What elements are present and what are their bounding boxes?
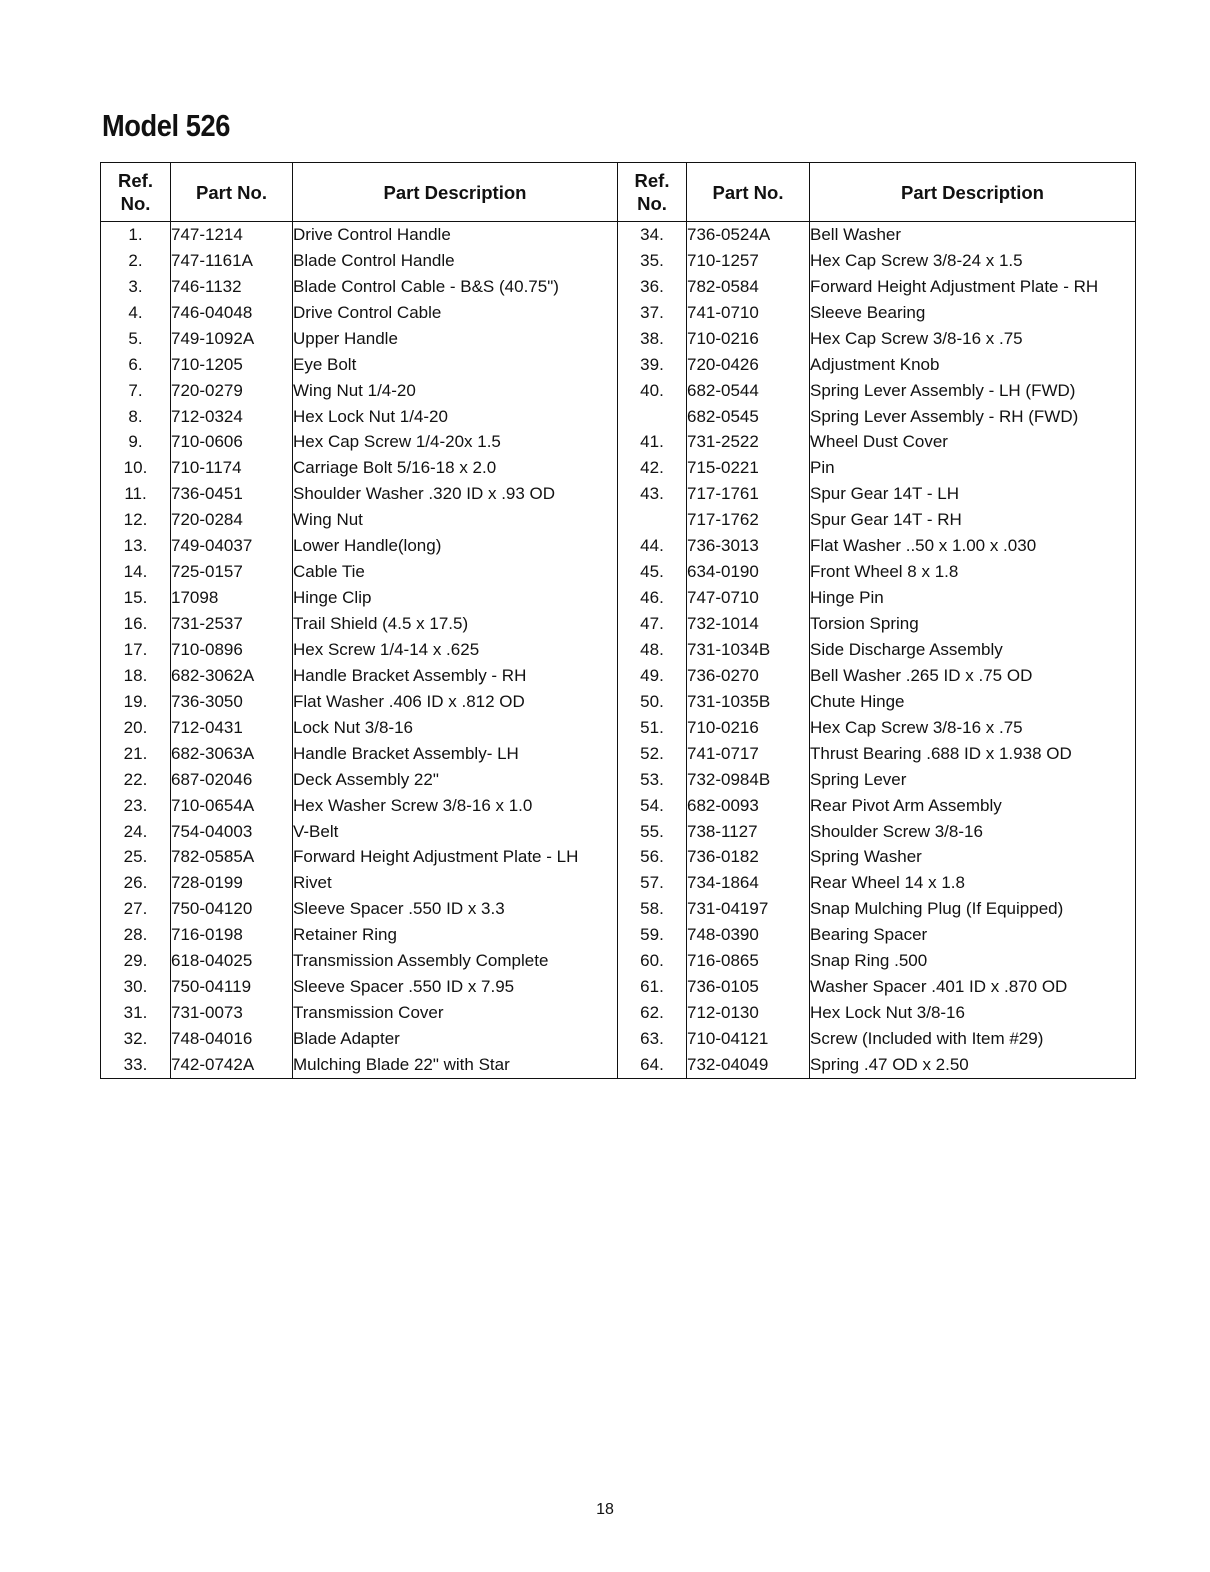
ref-no-cell: 25.	[101, 845, 171, 871]
table-row	[101, 533, 1136, 559]
part-no-cell: 715-0221	[687, 455, 810, 481]
ref-no-cell: 3.	[101, 274, 171, 300]
part-description-cell: Side Discharge Assembly	[810, 637, 1136, 663]
part-no-cell: 748-04016	[171, 1026, 293, 1052]
header-ref-no	[101, 163, 171, 222]
table-row	[101, 611, 1136, 637]
ref-no-cell: 51.	[618, 715, 687, 741]
ref-no-cell: 33.	[101, 1052, 171, 1078]
part-description-cell: Hex Lock Nut 3/8-16	[810, 1000, 1136, 1026]
part-description-cell: Hex Screw 1/4-14 x .625	[293, 637, 618, 663]
part-no-cell: 682-0544	[687, 378, 810, 404]
part-no-cell: 712-0130	[687, 1000, 810, 1026]
ref-no-cell: 23.	[101, 793, 171, 819]
part-description-cell: Rear Pivot Arm Assembly	[810, 793, 1136, 819]
ref-no-cell: 24.	[101, 819, 171, 845]
header-ref-no	[618, 163, 687, 222]
part-description-cell: Carriage Bolt 5/16-18 x 2.0	[293, 455, 618, 481]
part-description-cell: Wing Nut	[293, 507, 618, 533]
ref-no-cell: 9.	[101, 430, 171, 456]
part-no-cell: 682-0545	[687, 404, 810, 430]
part-no-cell: 741-0710	[687, 300, 810, 326]
part-description-cell: Hinge Pin	[810, 585, 1136, 611]
part-description-cell: Sleeve Spacer .550 ID x 3.3	[293, 896, 618, 922]
ref-no-cell: 41.	[618, 430, 687, 456]
part-description-cell: Hex Cap Screw 3/8-16 x .75	[810, 326, 1136, 352]
ref-no-cell: 36.	[618, 274, 687, 300]
part-description-cell: Drive Control Cable	[293, 300, 618, 326]
part-no-cell: 682-3063A	[171, 741, 293, 767]
table-row	[101, 974, 1136, 1000]
part-description-cell: Hex Cap Screw 1/4-20x 1.5	[293, 430, 618, 456]
part-description-cell: Spring Lever Assembly - RH (FWD)	[810, 404, 1136, 430]
table-row	[101, 870, 1136, 896]
part-no-cell: 712-0431	[171, 715, 293, 741]
part-description-cell: Spring .47 OD x 2.50	[810, 1052, 1136, 1078]
ref-no-cell: 59.	[618, 922, 687, 948]
table-row	[101, 741, 1136, 767]
ref-no-cell: 44.	[618, 533, 687, 559]
part-description-cell: Handle Bracket Assembly- LH	[293, 741, 618, 767]
ref-no-cell: 62.	[618, 1000, 687, 1026]
ref-no-cell: 26.	[101, 870, 171, 896]
part-description-cell: Forward Height Adjustment Plate - LH	[293, 845, 618, 871]
table-row	[101, 689, 1136, 715]
table-row	[101, 507, 1136, 533]
ref-no-cell: 12.	[101, 507, 171, 533]
ref-no-cell: 28.	[101, 922, 171, 948]
part-no-cell: 741-0717	[687, 741, 810, 767]
table-row	[101, 222, 1136, 248]
part-description-cell: Washer Spacer .401 ID x .870 OD	[810, 974, 1136, 1000]
part-no-cell: 687-02046	[171, 767, 293, 793]
ref-no-cell: 56.	[618, 845, 687, 871]
ref-no-cell	[618, 404, 687, 430]
part-no-cell: 17098	[171, 585, 293, 611]
header-ref-label: Ref. No.	[118, 170, 153, 214]
ref-no-cell: 42.	[618, 455, 687, 481]
table-row	[101, 300, 1136, 326]
part-description-cell: Deck Assembly 22"	[293, 767, 618, 793]
ref-no-cell: 40.	[618, 378, 687, 404]
table-row	[101, 948, 1136, 974]
part-no-cell: 746-1132	[171, 274, 293, 300]
part-description-cell: Bell Washer	[810, 222, 1136, 248]
part-description-cell: Spur Gear 14T - RH	[810, 507, 1136, 533]
header-part-no: Part No.	[171, 163, 293, 222]
part-description-cell: Wheel Dust Cover	[810, 430, 1136, 456]
part-no-cell: 725-0157	[171, 559, 293, 585]
ref-no-cell: 14.	[101, 559, 171, 585]
table-row	[101, 248, 1136, 274]
part-description-cell: Eye Bolt	[293, 352, 618, 378]
table-row	[101, 896, 1136, 922]
part-description-cell: Screw (Included with Item #29)	[810, 1026, 1136, 1052]
part-no-cell: 618-04025	[171, 948, 293, 974]
ref-no-cell: 47.	[618, 611, 687, 637]
ref-no-cell: 43.	[618, 481, 687, 507]
ref-no-cell: 52.	[618, 741, 687, 767]
header-ref-label: Ref. No.	[634, 170, 670, 214]
part-no-cell: 747-1161A	[171, 248, 293, 274]
part-no-cell: 738-1127	[687, 819, 810, 845]
part-no-cell: 736-0182	[687, 845, 810, 871]
part-description-cell: Flat Washer .406 ID x .812 OD	[293, 689, 618, 715]
ref-no-cell: 35.	[618, 248, 687, 274]
part-no-cell: 716-0198	[171, 922, 293, 948]
part-description-cell: Hex Cap Screw 3/8-16 x .75	[810, 715, 1136, 741]
part-no-cell: 710-0216	[687, 715, 810, 741]
part-no-cell: 782-0585A	[171, 845, 293, 871]
part-description-cell: Hinge Clip	[293, 585, 618, 611]
part-no-cell: 734-1864	[687, 870, 810, 896]
part-no-cell: 716-0865	[687, 948, 810, 974]
ref-no-cell: 27.	[101, 896, 171, 922]
table-row	[101, 922, 1136, 948]
part-description-cell: Flat Washer ..50 x 1.00 x .030	[810, 533, 1136, 559]
ref-no-cell: 63.	[618, 1026, 687, 1052]
ref-no-cell: 49.	[618, 663, 687, 689]
table-header-row	[101, 163, 1136, 222]
part-description-cell: Hex Cap Screw 3/8-24 x 1.5	[810, 248, 1136, 274]
part-no-cell: 782-0584	[687, 274, 810, 300]
ref-no-cell: 18.	[101, 663, 171, 689]
part-no-cell: 754-04003	[171, 819, 293, 845]
part-no-cell: 710-0654A	[171, 793, 293, 819]
table-row	[101, 585, 1136, 611]
part-no-cell: 720-0284	[171, 507, 293, 533]
part-description-cell: Blade Adapter	[293, 1026, 618, 1052]
table-row	[101, 352, 1136, 378]
table-row	[101, 715, 1136, 741]
part-description-cell: Blade Control Handle	[293, 248, 618, 274]
ref-no-cell: 60.	[618, 948, 687, 974]
part-no-cell: 710-1205	[171, 352, 293, 378]
ref-no-cell: 15.	[101, 585, 171, 611]
table-row	[101, 404, 1136, 430]
table-row	[101, 378, 1136, 404]
part-no-cell: 710-0606	[171, 430, 293, 456]
header-part-description: Part Description	[810, 163, 1136, 222]
part-no-cell: 736-3050	[171, 689, 293, 715]
part-no-cell: 746-04048	[171, 300, 293, 326]
part-description-cell: Bearing Spacer	[810, 922, 1136, 948]
part-no-cell: 747-0710	[687, 585, 810, 611]
part-description-cell: Sleeve Bearing	[810, 300, 1136, 326]
table-row	[101, 559, 1136, 585]
part-description-cell: Forward Height Adjustment Plate - RH	[810, 274, 1136, 300]
ref-no-cell: 61.	[618, 974, 687, 1000]
ref-no-cell: 37.	[618, 300, 687, 326]
part-no-cell: 736-3013	[687, 533, 810, 559]
part-no-cell: 731-0073	[171, 1000, 293, 1026]
part-no-cell: 732-1014	[687, 611, 810, 637]
ref-no-cell: 11.	[101, 481, 171, 507]
part-description-cell: Shoulder Washer .320 ID x .93 OD	[293, 481, 618, 507]
part-no-cell: 710-0896	[171, 637, 293, 663]
ref-no-cell: 5.	[101, 326, 171, 352]
part-no-cell: 732-0984B	[687, 767, 810, 793]
part-description-cell: Adjustment Knob	[810, 352, 1136, 378]
part-description-cell: Trail Shield (4.5 x 17.5)	[293, 611, 618, 637]
ref-no-cell: 10.	[101, 455, 171, 481]
table-row	[101, 430, 1136, 456]
part-description-cell: Pin	[810, 455, 1136, 481]
part-no-cell: 750-04119	[171, 974, 293, 1000]
part-description-cell: Blade Control Cable - B&S (40.75")	[293, 274, 618, 300]
part-no-cell: 736-0270	[687, 663, 810, 689]
part-description-cell: Transmission Assembly Complete	[293, 948, 618, 974]
part-description-cell: Front Wheel 8 x 1.8	[810, 559, 1136, 585]
ref-no-cell: 21.	[101, 741, 171, 767]
ref-no-cell: 30.	[101, 974, 171, 1000]
part-description-cell: Spur Gear 14T - LH	[810, 481, 1136, 507]
part-no-cell: 750-04120	[171, 896, 293, 922]
page-number: 18	[596, 1501, 614, 1518]
part-no-cell: 682-3062A	[171, 663, 293, 689]
part-description-cell: Wing Nut 1/4-20	[293, 378, 618, 404]
part-description-cell: Transmission Cover	[293, 1000, 618, 1026]
part-no-cell: 748-0390	[687, 922, 810, 948]
ref-no-cell: 45.	[618, 559, 687, 585]
parts-table-body	[101, 222, 1136, 1079]
part-no-cell: 682-0093	[687, 793, 810, 819]
part-description-cell: Chute Hinge	[810, 689, 1136, 715]
part-description-cell: Torsion Spring	[810, 611, 1136, 637]
ref-no-cell: 31.	[101, 1000, 171, 1026]
table-row	[101, 326, 1136, 352]
ref-no-cell: 13.	[101, 533, 171, 559]
part-description-cell: Cable Tie	[293, 559, 618, 585]
part-description-cell: Snap Ring .500	[810, 948, 1136, 974]
part-no-cell: 720-0279	[171, 378, 293, 404]
part-no-cell: 731-1035B	[687, 689, 810, 715]
part-description-cell: Snap Mulching Plug (If Equipped)	[810, 896, 1136, 922]
ref-no-cell: 17.	[101, 637, 171, 663]
part-description-cell: Drive Control Handle	[293, 222, 618, 248]
part-description-cell: Retainer Ring	[293, 922, 618, 948]
part-no-cell: 747-1214	[171, 222, 293, 248]
ref-no-cell: 46.	[618, 585, 687, 611]
ref-no-cell: 7.	[101, 378, 171, 404]
ref-no-cell: 64.	[618, 1052, 687, 1078]
table-row	[101, 1052, 1136, 1078]
table-row	[101, 1000, 1136, 1026]
ref-no-cell: 6.	[101, 352, 171, 378]
header-part-description: Part Description	[293, 163, 618, 222]
part-description-cell: Lower Handle(long)	[293, 533, 618, 559]
table-row	[101, 819, 1136, 845]
ref-no-cell: 34.	[618, 222, 687, 248]
parts-table	[100, 162, 1136, 1079]
ref-no-cell: 2.	[101, 248, 171, 274]
ref-no-cell	[618, 507, 687, 533]
table-row	[101, 663, 1136, 689]
ref-no-cell: 20.	[101, 715, 171, 741]
part-no-cell: 736-0451	[171, 481, 293, 507]
part-description-cell: Thrust Bearing .688 ID x 1.938 OD	[810, 741, 1136, 767]
part-description-cell: Upper Handle	[293, 326, 618, 352]
part-no-cell: 731-2522	[687, 430, 810, 456]
part-description-cell: Bell Washer .265 ID x .75 OD	[810, 663, 1136, 689]
part-description-cell: Spring Washer	[810, 845, 1136, 871]
part-description-cell: Spring Lever Assembly - LH (FWD)	[810, 378, 1136, 404]
page-title: Model 526	[102, 108, 230, 143]
header-part-no: Part No.	[687, 163, 810, 222]
table-row	[101, 637, 1136, 663]
part-description-cell: Hex Washer Screw 3/8-16 x 1.0	[293, 793, 618, 819]
part-description-cell: Rear Wheel 14 x 1.8	[810, 870, 1136, 896]
ref-no-cell: 4.	[101, 300, 171, 326]
table-row	[101, 845, 1136, 871]
part-no-cell: 710-04121	[687, 1026, 810, 1052]
ref-no-cell: 53.	[618, 767, 687, 793]
table-row	[101, 455, 1136, 481]
part-no-cell: 736-0524A	[687, 222, 810, 248]
ref-no-cell: 1.	[101, 222, 171, 248]
part-no-cell: 731-04197	[687, 896, 810, 922]
table-row	[101, 793, 1136, 819]
ref-no-cell: 38.	[618, 326, 687, 352]
ref-no-cell: 50.	[618, 689, 687, 715]
ref-no-cell: 55.	[618, 819, 687, 845]
part-description-cell: V-Belt	[293, 819, 618, 845]
ref-no-cell: 39.	[618, 352, 687, 378]
ref-no-cell: 54.	[618, 793, 687, 819]
part-no-cell: 749-1092A	[171, 326, 293, 352]
ref-no-cell: 16.	[101, 611, 171, 637]
table-row	[101, 481, 1136, 507]
part-no-cell: 634-0190	[687, 559, 810, 585]
part-no-cell: 732-04049	[687, 1052, 810, 1078]
ref-no-cell: 48.	[618, 637, 687, 663]
part-no-cell: 749-04037	[171, 533, 293, 559]
part-no-cell: 736-0105	[687, 974, 810, 1000]
part-no-cell: 717-1761	[687, 481, 810, 507]
part-description-cell: Mulching Blade 22" with Star	[293, 1052, 618, 1078]
part-no-cell: 710-1257	[687, 248, 810, 274]
part-no-cell: 731-2537	[171, 611, 293, 637]
part-description-cell: Rivet	[293, 870, 618, 896]
part-no-cell: 728-0199	[171, 870, 293, 896]
part-no-cell: 720-0426	[687, 352, 810, 378]
part-description-cell: Spring Lever	[810, 767, 1136, 793]
ref-no-cell: 58.	[618, 896, 687, 922]
part-description-cell: Sleeve Spacer .550 ID x 7.95	[293, 974, 618, 1000]
table-row	[101, 767, 1136, 793]
part-no-cell: 710-0216	[687, 326, 810, 352]
ref-no-cell: 8.	[101, 404, 171, 430]
ref-no-cell: 57.	[618, 870, 687, 896]
ref-no-cell: 19.	[101, 689, 171, 715]
part-no-cell: 710-1174	[171, 455, 293, 481]
part-no-cell: 731-1034B	[687, 637, 810, 663]
part-description-cell: Shoulder Screw 3/8-16	[810, 819, 1136, 845]
part-no-cell: 717-1762	[687, 507, 810, 533]
part-no-cell: 712-0324	[171, 404, 293, 430]
part-description-cell: Handle Bracket Assembly - RH	[293, 663, 618, 689]
part-description-cell: Lock Nut 3/8-16	[293, 715, 618, 741]
ref-no-cell: 29.	[101, 948, 171, 974]
part-description-cell: Hex Lock Nut 1/4-20	[293, 404, 618, 430]
part-no-cell: 742-0742A	[171, 1052, 293, 1078]
ref-no-cell: 32.	[101, 1026, 171, 1052]
ref-no-cell: 22.	[101, 767, 171, 793]
table-row	[101, 1026, 1136, 1052]
table-row	[101, 274, 1136, 300]
